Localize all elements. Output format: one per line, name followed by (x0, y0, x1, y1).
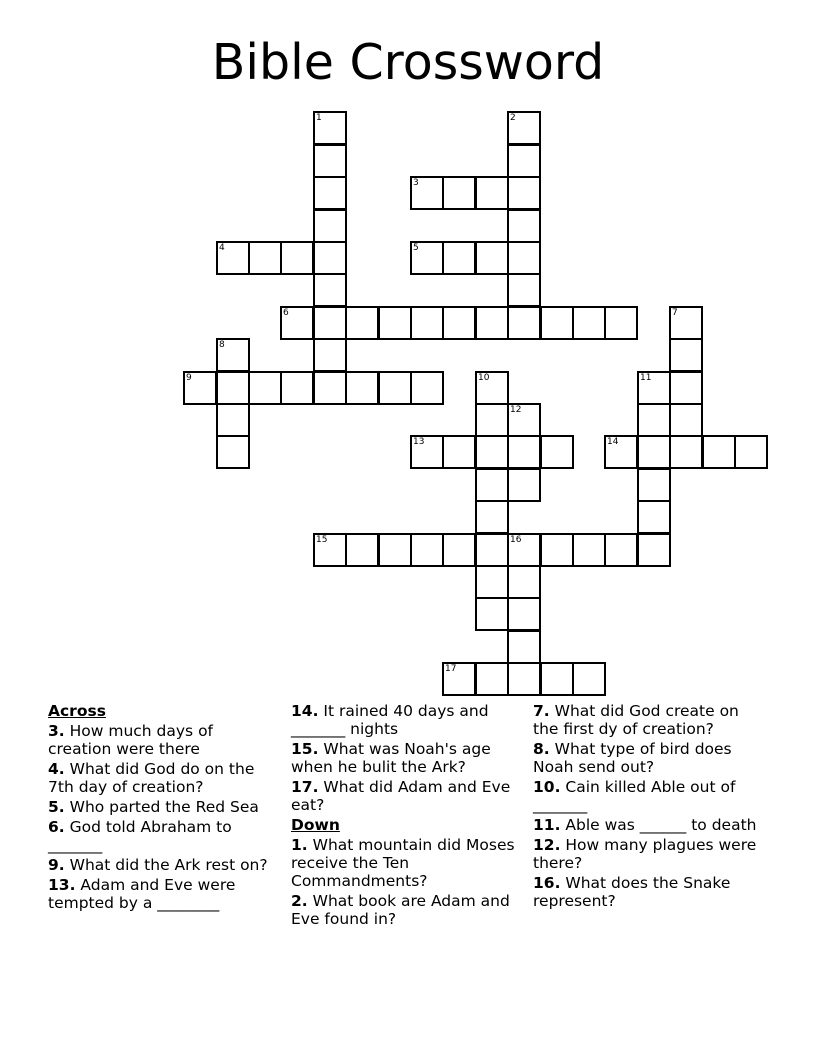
grid-cell[interactable] (475, 403, 509, 437)
grid-cell[interactable] (378, 371, 412, 405)
grid-cell[interactable] (669, 403, 703, 437)
grid-cell[interactable] (734, 435, 768, 469)
grid-cell[interactable] (280, 371, 314, 405)
clue-down-12[interactable] (533, 836, 761, 872)
grid-cell[interactable] (280, 241, 314, 275)
clue-across-9[interactable] (48, 856, 268, 874)
grid-cell[interactable] (507, 662, 541, 696)
grid-cell[interactable] (507, 533, 541, 567)
clue-number-label: 5 (413, 243, 419, 253)
grid-cell[interactable] (475, 241, 509, 275)
grid-cell[interactable] (442, 306, 476, 340)
grid-cell[interactable] (475, 176, 509, 210)
grid-cell[interactable] (604, 435, 638, 469)
clue-number-label: 13 (413, 437, 425, 447)
grid-cell[interactable] (216, 403, 250, 437)
clue-number: 11. (533, 816, 561, 834)
grid-cell[interactable] (669, 371, 703, 405)
grid-cell[interactable] (540, 306, 574, 340)
clue-number-label: 11 (640, 373, 652, 383)
grid-cell[interactable] (410, 241, 444, 275)
page-title: Bible Crossword (211, 34, 605, 91)
grid-cell[interactable] (475, 435, 509, 469)
clue-across-3[interactable] (48, 722, 268, 758)
grid-cell[interactable] (280, 306, 314, 340)
grid-cell[interactable] (216, 371, 250, 405)
clue-text: God told Abraham to _______ (48, 818, 232, 854)
clue-text: What does the Snake represent? (533, 874, 731, 910)
clue-number: 8. (533, 740, 550, 758)
grid-cell[interactable] (442, 662, 476, 696)
grid-cell[interactable] (604, 306, 638, 340)
clue-number: 17. (291, 778, 319, 796)
grid-cell[interactable] (410, 371, 444, 405)
clue-number-label: 10 (478, 373, 490, 383)
grid-cell[interactable] (507, 111, 541, 145)
clue-number-label: 17 (445, 664, 457, 674)
clue-text: Adam and Eve were tempted by a ________ (48, 876, 236, 912)
clue-number: 14. (291, 702, 319, 720)
clue-text: Who parted the Red Sea (64, 798, 259, 816)
grid-cell[interactable] (604, 533, 638, 567)
grid-cell[interactable] (248, 241, 282, 275)
down-heading: Down (291, 816, 340, 834)
clue-text: What did Adam and Eve eat? (291, 778, 511, 814)
grid-cell[interactable] (507, 435, 541, 469)
grid-cell[interactable] (313, 371, 347, 405)
grid-cell[interactable] (216, 241, 250, 275)
grid-cell[interactable] (442, 176, 476, 210)
clue-number: 4. (48, 760, 65, 778)
grid-cell[interactable] (637, 403, 671, 437)
clue-number-label: 6 (283, 308, 289, 318)
grid-cell[interactable] (475, 500, 509, 534)
clue-number: 6. (48, 818, 65, 836)
clue-text: Cain killed Able out of _______ (533, 778, 736, 814)
grid-cell[interactable] (410, 533, 444, 567)
clue-text: Able was ______ to death (560, 816, 757, 834)
grid-cell[interactable] (507, 176, 541, 210)
clue-number: 13. (48, 876, 76, 894)
clue-number: 16. (533, 874, 561, 892)
grid-cell[interactable] (637, 533, 671, 567)
grid-cell[interactable] (507, 306, 541, 340)
clue-number-label: 2 (510, 113, 516, 123)
grid-cell[interactable] (378, 533, 412, 567)
grid-cell[interactable] (410, 435, 444, 469)
clue-across-5[interactable] (48, 798, 268, 816)
grid-cell[interactable] (345, 371, 379, 405)
clue-text: How many plagues were there? (533, 836, 757, 872)
grid-cell[interactable] (540, 435, 574, 469)
grid-cell[interactable] (507, 241, 541, 275)
clue-text: What mountain did Moses receive the Ten Commandments? (291, 836, 515, 890)
clue-number-label: 8 (219, 340, 225, 350)
clues-column-1 (48, 702, 268, 914)
grid-cell[interactable] (702, 435, 736, 469)
clue-down-10[interactable] (533, 778, 761, 814)
clue-text: It rained 40 days and _______ nights (291, 702, 489, 738)
clue-number: 5. (48, 798, 65, 816)
grid-cell[interactable] (572, 533, 606, 567)
grid-cell[interactable] (669, 306, 703, 340)
clue-down-8[interactable] (533, 740, 761, 776)
grid-cell[interactable] (216, 338, 250, 372)
across-heading: Across (48, 702, 106, 720)
clue-across-6[interactable] (48, 818, 268, 854)
clue-number: 1. (291, 836, 308, 854)
grid-cell[interactable] (410, 306, 444, 340)
clue-text: What did God do on the 7th day of creation? (48, 760, 255, 796)
clue-number-label: 12 (510, 405, 522, 415)
clue-down-16[interactable] (533, 874, 761, 910)
grid-cell[interactable] (507, 565, 541, 599)
grid-cell[interactable] (637, 468, 671, 502)
grid-cell[interactable] (442, 435, 476, 469)
grid-cell[interactable] (313, 306, 347, 340)
grid-cell[interactable] (345, 306, 379, 340)
clue-down-7[interactable] (533, 702, 761, 738)
clue-text: What did God create on the first dy of creation? (533, 702, 739, 738)
grid-cell[interactable] (540, 533, 574, 567)
clue-down-11[interactable] (533, 816, 761, 834)
grid-cell[interactable] (475, 371, 509, 405)
clues-column-3 (533, 702, 761, 912)
clues-column-2 (291, 702, 516, 930)
grid-cell[interactable] (507, 403, 541, 437)
clue-number-label: 16 (510, 535, 522, 545)
clue-across-13[interactable] (48, 876, 268, 912)
grid-cell[interactable] (669, 435, 703, 469)
grid-cell[interactable] (313, 241, 347, 275)
clue-text: What did the Ark rest on? (64, 856, 268, 874)
grid-cell[interactable] (442, 241, 476, 275)
grid-cell[interactable] (248, 371, 282, 405)
clue-number: 3. (48, 722, 65, 740)
clue-down-1[interactable] (291, 836, 516, 890)
grid-cell[interactable] (669, 338, 703, 372)
grid-cell[interactable] (313, 533, 347, 567)
grid-cell[interactable] (637, 435, 671, 469)
grid-cell[interactable] (216, 435, 250, 469)
grid-cell[interactable] (475, 597, 509, 631)
grid-cell[interactable] (313, 338, 347, 372)
grid-cell[interactable] (313, 176, 347, 210)
grid-cell[interactable] (507, 273, 541, 307)
grid-cell[interactable] (475, 533, 509, 567)
grid-cell[interactable] (540, 662, 574, 696)
grid-cell[interactable] (345, 533, 379, 567)
clue-across-14[interactable] (291, 702, 516, 738)
grid-cell[interactable] (507, 209, 541, 243)
clue-across-17[interactable] (291, 778, 516, 814)
grid-cell[interactable] (313, 111, 347, 145)
clue-down-2[interactable] (291, 892, 516, 928)
clue-across-4[interactable] (48, 760, 268, 796)
clue-text: How much days of creation were there (48, 722, 214, 758)
grid-cell[interactable] (507, 144, 541, 178)
grid-cell[interactable] (442, 533, 476, 567)
grid-cell[interactable] (572, 662, 606, 696)
clue-text: What type of bird does Noah send out? (533, 740, 732, 776)
clue-text: What book are Adam and Eve found in? (291, 892, 510, 928)
clue-number-label: 9 (186, 373, 192, 383)
grid-cell[interactable] (313, 273, 347, 307)
clue-number: 2. (291, 892, 308, 910)
clue-number: 15. (291, 740, 319, 758)
clue-across-15[interactable] (291, 740, 516, 776)
grid-cell[interactable] (313, 144, 347, 178)
grid-cell[interactable] (507, 468, 541, 502)
grid-cell[interactable] (572, 306, 606, 340)
clue-number-label: 15 (316, 535, 328, 545)
clue-text: What was Noah's age when he bulit the Ark? (291, 740, 491, 776)
grid-cell[interactable] (637, 500, 671, 534)
grid-cell[interactable] (475, 662, 509, 696)
grid-cell[interactable] (507, 630, 541, 664)
clue-number-label: 7 (672, 308, 678, 318)
clue-number-label: 14 (607, 437, 619, 447)
grid-cell[interactable] (378, 306, 412, 340)
grid-cell[interactable] (313, 209, 347, 243)
clue-number: 12. (533, 836, 561, 854)
grid-cell[interactable] (475, 468, 509, 502)
clue-number-label: 1 (316, 113, 322, 123)
grid-cell[interactable] (183, 371, 217, 405)
grid-cell[interactable] (507, 597, 541, 631)
clue-number-label: 4 (219, 243, 225, 253)
grid-cell[interactable] (475, 306, 509, 340)
clue-number: 9. (48, 856, 65, 874)
clue-number: 7. (533, 702, 550, 720)
grid-cell[interactable] (410, 176, 444, 210)
grid-cell[interactable] (475, 565, 509, 599)
clue-number-label: 3 (413, 178, 419, 188)
clue-number: 10. (533, 778, 561, 796)
grid-cell[interactable] (637, 371, 671, 405)
